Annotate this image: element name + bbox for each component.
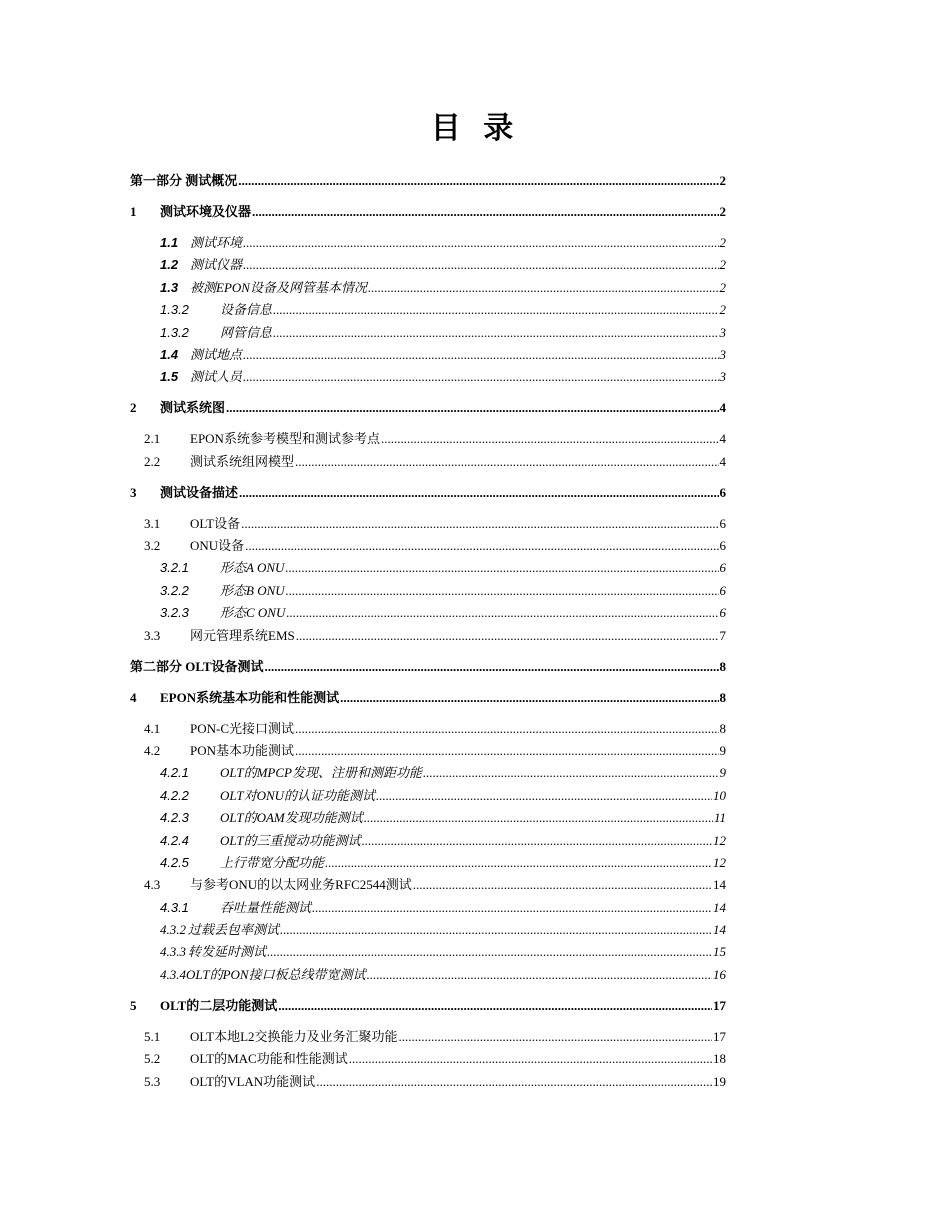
- toc-entry-number: 4.2.3: [160, 810, 189, 826]
- toc-entry-title: 被测EPON设备及网管基本情况: [190, 279, 367, 295]
- toc-leader-dots: [280, 919, 712, 941]
- toc-entry-number: 1.3.2: [160, 324, 189, 340]
- toc-entry-number: 3.2.3: [160, 605, 189, 621]
- toc-entry-page: 16: [713, 966, 726, 982]
- toc-entry-number: 2: [130, 400, 137, 416]
- toc-entry[interactable]: [130, 254, 726, 276]
- toc-entry[interactable]: [130, 428, 726, 450]
- toc-entry[interactable]: [130, 366, 726, 388]
- toc-entry[interactable]: [130, 580, 726, 602]
- toc-entry[interactable]: [130, 397, 726, 419]
- toc-entry[interactable]: [130, 740, 726, 762]
- toc-leader-dots: [252, 201, 718, 223]
- toc-leader-dots: [296, 625, 719, 647]
- toc-entry-title: 网管信息: [220, 324, 273, 340]
- toc-entry-number: 5.2: [144, 1051, 161, 1067]
- toc-entry-title: 测试环境: [190, 234, 243, 250]
- toc-entry-page: 3: [719, 324, 726, 340]
- toc-entry-number: 4.2.2: [160, 787, 189, 803]
- toc-entry[interactable]: [130, 201, 726, 223]
- toc-entry-title: 测试设备描述: [160, 484, 239, 500]
- toc-entry[interactable]: [130, 941, 726, 963]
- toc-entry[interactable]: [130, 277, 726, 299]
- toc-entry[interactable]: [130, 830, 726, 852]
- toc-entry-page: 10: [713, 787, 726, 803]
- toc-entry-page: 12: [713, 854, 726, 870]
- toc-entry-number: 1: [130, 203, 137, 219]
- toc-entry-page: 9: [719, 742, 726, 758]
- toc-entry-title: EPON系统基本功能和性能测试: [160, 689, 340, 705]
- toc-entry-page: 4: [719, 453, 726, 469]
- toc-entry[interactable]: [130, 656, 726, 678]
- toc-entry-number: 4.2.5: [160, 854, 189, 870]
- toc-leader-dots: [349, 1048, 712, 1070]
- toc-entry-number: 5.1: [144, 1028, 161, 1044]
- toc-leader-dots: [368, 277, 719, 299]
- toc-entry-title: EPON系统参考模型和测试参考点: [190, 431, 380, 447]
- toc-entry-page: 6: [719, 560, 726, 576]
- toc-entry[interactable]: [130, 874, 726, 896]
- toc-entry-title: 测试环境及仪器: [160, 203, 252, 219]
- toc-entry[interactable]: [130, 1048, 726, 1070]
- toc-title: 目 录: [430, 111, 520, 146]
- toc-leader-dots: [226, 397, 718, 419]
- toc-entry-page: 17: [713, 997, 726, 1013]
- toc-entry[interactable]: [130, 344, 726, 366]
- toc-entry-title: 形态B ONU: [220, 582, 285, 598]
- toc-entry-number: 4.3: [144, 877, 161, 893]
- toc-entry-number: 4.3.3: [160, 944, 186, 960]
- toc-entry-number: 3: [130, 484, 137, 500]
- toc-entry-number: 4.2.4: [160, 832, 189, 848]
- toc-entry-page: 14: [713, 877, 726, 893]
- toc-entry-number: 4.2: [144, 742, 161, 758]
- toc-entry[interactable]: [130, 718, 726, 740]
- toc-leader-dots: [367, 964, 712, 986]
- toc-entry-number: 1.3.2: [160, 302, 189, 318]
- toc-entry-page: 12: [713, 832, 726, 848]
- toc-entry-number: 4.3.2: [160, 922, 186, 938]
- toc-entry-number: 1.1: [160, 234, 179, 250]
- toc-leader-dots: [381, 428, 719, 450]
- toc-entry-number: 3.2.1: [160, 560, 189, 576]
- toc-entry-title: PON-C光接口测试: [190, 720, 295, 736]
- toc-entry-page: 4: [719, 400, 726, 416]
- toc-entry-title: 网元管理系统EMS: [190, 627, 295, 643]
- toc-entry-page: 2: [719, 279, 726, 295]
- toc-entry-page: 2: [719, 234, 726, 250]
- toc-leader-dots: [399, 1026, 712, 1048]
- toc-entry-number: 4.3.1: [160, 899, 189, 915]
- toc-entry-number: 2.1: [144, 431, 161, 447]
- toc-entry-page: 2: [719, 257, 726, 273]
- toc-entry[interactable]: [130, 919, 726, 941]
- toc-entry-page: 14: [713, 922, 726, 938]
- toc-entry-number: 4.3.4: [160, 966, 186, 982]
- toc-entry-page: 6: [719, 538, 726, 554]
- toc-leader-dots: [316, 1071, 712, 1093]
- toc-entry-number: 5.3: [144, 1073, 161, 1089]
- toc-entry-title: OLT的MPCP发现、注册和测距功能: [220, 765, 422, 781]
- toc-entry-page: 8: [719, 720, 726, 736]
- toc-entry[interactable]: [130, 807, 726, 829]
- toc-leader-dots: [286, 602, 718, 624]
- toc-entry-title: OLT本地L2交换能力及业务汇聚功能: [190, 1028, 398, 1044]
- toc-leader-dots: [273, 322, 718, 344]
- toc-entry[interactable]: [130, 557, 726, 579]
- toc-leader-dots: [278, 995, 712, 1017]
- toc-entry-page: 3: [719, 369, 726, 385]
- toc-entry-number: 2.2: [144, 453, 161, 469]
- toc-leader-dots: [241, 513, 718, 535]
- toc-entry-title: 设备信息: [220, 302, 273, 318]
- toc-entry[interactable]: [130, 513, 726, 535]
- toc-entry-page: 9: [719, 765, 726, 781]
- toc-entry-title: OLT的三重搅动功能测试: [220, 832, 361, 848]
- toc-entry[interactable]: [130, 535, 726, 557]
- toc-entry-number: 第一部分 测试概况: [130, 173, 238, 188]
- toc-entry-number: 3.2: [144, 538, 161, 554]
- toc-entry-title: OLT的OAM发现功能测试: [220, 810, 363, 826]
- toc-entry-title: 吞吐量性能测试: [220, 899, 312, 915]
- toc-leader-dots: [376, 785, 712, 807]
- toc-leader-dots: [312, 897, 712, 919]
- toc-leader-dots: [423, 762, 719, 784]
- toc-entry-page: 3: [719, 346, 726, 362]
- toc-leader-dots: [238, 170, 718, 192]
- toc-entry-title: 上行带宽分配功能: [220, 854, 325, 870]
- toc-entry-page: 14: [713, 899, 726, 915]
- table-of-contents: [130, 170, 726, 1093]
- toc-leader-dots: [243, 344, 718, 366]
- toc-entry-page: 11: [713, 810, 726, 826]
- toc-entry-page: 17: [713, 1028, 726, 1044]
- toc-entry-title: OLT对ONU的认证功能测试: [220, 787, 376, 803]
- toc-entry-title: OLT的二层功能测试: [160, 997, 278, 1013]
- toc-entry-number: 1.4: [160, 346, 179, 362]
- toc-entry[interactable]: [130, 687, 726, 709]
- toc-leader-dots: [340, 687, 718, 709]
- toc-entry-page: 18: [713, 1051, 726, 1067]
- toc-entry-title: 过载丢包率测试: [188, 922, 280, 938]
- toc-leader-dots: [273, 299, 718, 321]
- toc-entry-title: 形态A ONU: [220, 560, 285, 576]
- toc-entry-number: 4.2.1: [160, 765, 189, 781]
- toc-leader-dots: [267, 941, 712, 963]
- toc-leader-dots: [285, 557, 718, 579]
- toc-entry-page: 6: [719, 515, 726, 531]
- toc-entry-page: 6: [719, 484, 726, 500]
- toc-leader-dots: [239, 482, 718, 504]
- toc-entry[interactable]: [130, 451, 726, 473]
- toc-leader-dots: [295, 740, 718, 762]
- toc-entry[interactable]: [130, 852, 726, 874]
- toc-entry-number: 第二部分 OLT设备测试: [130, 658, 264, 674]
- toc-entry-page: 15: [713, 944, 726, 960]
- toc-entry[interactable]: [130, 964, 726, 986]
- toc-entry-number: 3.1: [144, 515, 161, 531]
- toc-entry-page: 2: [719, 203, 726, 219]
- toc-entry[interactable]: [130, 299, 726, 321]
- toc-entry-page: 2: [719, 173, 726, 188]
- toc-entry-title: 测试地点: [190, 346, 243, 362]
- toc-entry-title: OLT的MAC功能和性能测试: [190, 1051, 348, 1067]
- toc-leader-dots: [413, 874, 712, 896]
- toc-entry-page: 6: [719, 582, 726, 598]
- toc-leader-dots: [362, 830, 712, 852]
- toc-entry-number: 1.2: [160, 257, 179, 273]
- toc-leader-dots: [286, 580, 719, 602]
- toc-leader-dots: [245, 535, 718, 557]
- toc-entry-page: 8: [719, 689, 726, 705]
- toc-entry-page: 6: [719, 605, 726, 621]
- toc-entry-title: 转发延时测试: [188, 944, 267, 960]
- toc-entry[interactable]: [130, 322, 726, 344]
- toc-entry-number: 5: [130, 997, 137, 1013]
- toc-entry-title: OLT的PON接口板总线带宽测试: [186, 966, 366, 982]
- toc-leader-dots: [364, 807, 713, 829]
- toc-entry-title: 测试系统组网模型: [190, 453, 295, 469]
- toc-entry-title: 测试仪器: [190, 257, 243, 273]
- toc-entry-title: 与参考ONU的以太网业务RFC2544测试: [190, 877, 412, 893]
- toc-entry[interactable]: [130, 482, 726, 504]
- toc-entry-page: 4: [719, 431, 726, 447]
- toc-entry[interactable]: [130, 785, 726, 807]
- toc-leader-dots: [295, 718, 718, 740]
- toc-entry-title: ONU设备: [190, 538, 245, 554]
- toc-entry[interactable]: [130, 762, 726, 784]
- toc-leader-dots: [243, 232, 718, 254]
- toc-entry[interactable]: [130, 995, 726, 1017]
- toc-leader-dots: [265, 656, 719, 678]
- toc-leader-dots: [325, 852, 712, 874]
- toc-entry-page: 19: [713, 1073, 726, 1089]
- toc-entry[interactable]: [130, 602, 726, 624]
- toc-entry-title: OLT的VLAN功能测试: [190, 1073, 316, 1089]
- toc-entry[interactable]: [130, 1071, 726, 1093]
- toc-entry[interactable]: [130, 897, 726, 919]
- toc-entry-title: 形态C ONU: [220, 605, 286, 621]
- toc-entry-page: 8: [719, 658, 726, 674]
- toc-leader-dots: [295, 451, 718, 473]
- toc-entry-number: 1.5: [160, 369, 179, 385]
- toc-entry[interactable]: [130, 1026, 726, 1048]
- toc-entry-page: 7: [719, 627, 726, 643]
- toc-entry[interactable]: [130, 170, 726, 192]
- toc-entry-number: 3.2.2: [160, 582, 189, 598]
- toc-entry[interactable]: [130, 232, 726, 254]
- toc-entry-page: 2: [719, 302, 726, 318]
- toc-entry-title: 测试系统图: [160, 400, 226, 416]
- toc-entry-number: 1.3: [160, 279, 179, 295]
- toc-entry-number: 3.3: [144, 627, 161, 643]
- toc-entry-title: OLT设备: [190, 515, 241, 531]
- toc-entry-title: PON基本功能测试: [190, 742, 295, 758]
- toc-leader-dots: [243, 254, 718, 276]
- toc-entry[interactable]: [130, 625, 726, 647]
- toc-leader-dots: [243, 366, 718, 388]
- toc-entry-number: 4.1: [144, 720, 161, 736]
- toc-entry-number: 4: [130, 689, 137, 705]
- toc-entry-title: 测试人员: [190, 369, 243, 385]
